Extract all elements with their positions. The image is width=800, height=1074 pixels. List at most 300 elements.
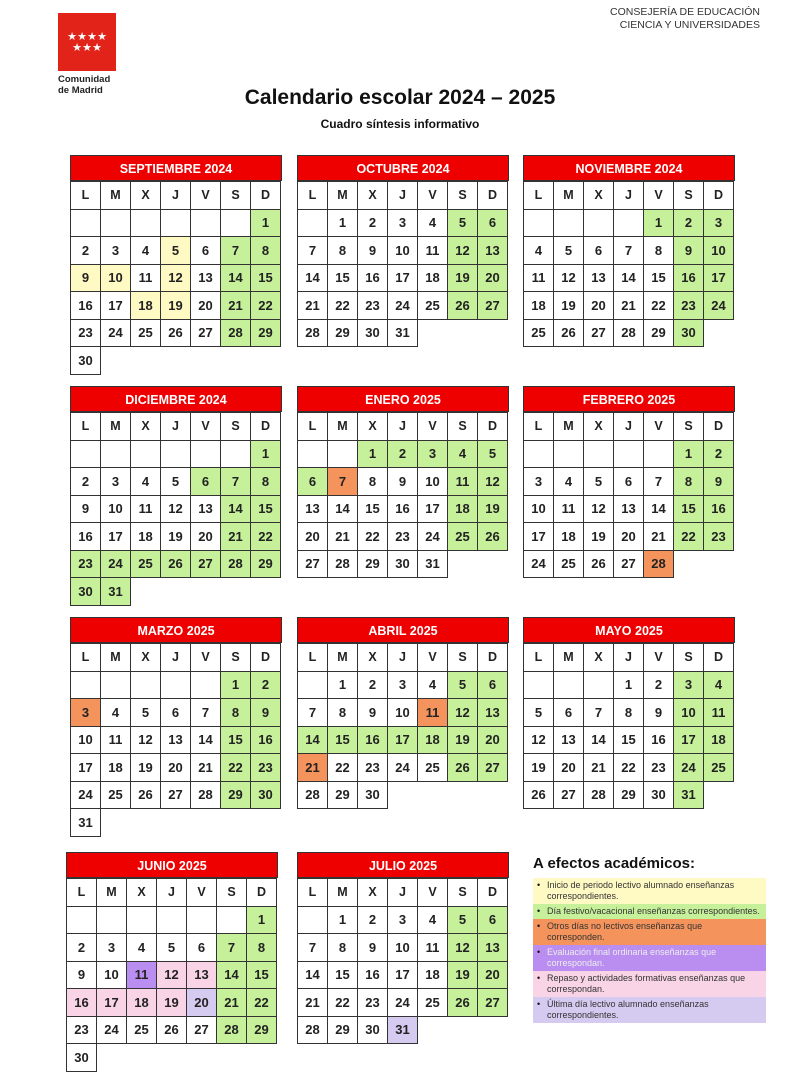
day-cell: 23 xyxy=(643,753,674,782)
day-cell: 7 xyxy=(190,698,221,727)
day-cell: 12 xyxy=(160,495,191,524)
weekday-header: M xyxy=(327,181,358,210)
weekday-header: S xyxy=(447,181,478,210)
day-cell: 1 xyxy=(327,906,358,935)
legend-title: A efectos académicos: xyxy=(533,855,696,872)
empty-day-cell xyxy=(190,209,221,238)
day-cell: 27 xyxy=(190,319,221,348)
day-cell-festivo: 21 xyxy=(216,988,247,1017)
day-cell: 23 xyxy=(357,753,388,782)
empty-day-cell xyxy=(156,906,187,935)
day-cell: 29 xyxy=(613,781,644,810)
day-cell-repaso: 18 xyxy=(126,988,157,1017)
day-cell: 27 xyxy=(160,781,191,810)
empty-day-cell xyxy=(190,440,221,469)
day-cell-festivo: 14 xyxy=(220,264,251,293)
empty-day-cell xyxy=(100,440,131,469)
day-cell: 26 xyxy=(583,550,614,579)
day-cell: 24 xyxy=(417,522,448,551)
day-cell: 25 xyxy=(100,781,131,810)
day-cell-festivo: 6 xyxy=(190,467,221,496)
day-cell-festivo: 5 xyxy=(447,209,478,238)
day-cell-no_lectivo: 3 xyxy=(70,698,101,727)
day-cell: 24 xyxy=(387,753,418,782)
day-cell: 16 xyxy=(387,495,418,524)
weekday-header: M xyxy=(100,181,131,210)
weekday-header: V xyxy=(190,643,221,672)
day-cell-festivo: 22 xyxy=(673,522,704,551)
day-cell-festivo: 8 xyxy=(220,698,251,727)
day-cell-ultimo: 20 xyxy=(186,988,217,1017)
day-cell: 22 xyxy=(327,753,358,782)
month-grid xyxy=(66,878,278,1071)
day-cell: 4 xyxy=(130,467,161,496)
day-cell: 3 xyxy=(523,467,554,496)
day-cell-festivo: 21 xyxy=(220,291,251,320)
day-cell: 26 xyxy=(156,1016,187,1045)
day-cell-festivo: 17 xyxy=(673,726,704,755)
weekday-header: D xyxy=(477,878,508,907)
weekday-header: L xyxy=(297,878,328,907)
day-cell: 23 xyxy=(70,319,101,348)
day-cell-festivo: 4 xyxy=(703,671,734,700)
weekday-header: J xyxy=(160,181,191,210)
day-cell: 25 xyxy=(523,319,554,348)
empty-day-cell xyxy=(70,440,101,469)
day-cell: 7 xyxy=(297,933,328,962)
legend-item-no_lectivo: • Otros días no lectivos enseñanzas que corresponden. xyxy=(533,919,766,945)
day-cell: 7 xyxy=(613,236,644,265)
day-cell: 28 xyxy=(583,781,614,810)
department-line-2: CIENCIA Y UNIVERSIDADES xyxy=(619,19,760,31)
day-cell-festivo: 25 xyxy=(130,550,161,579)
day-cell-festivo: 5 xyxy=(447,906,478,935)
empty-day-cell xyxy=(523,671,554,700)
weekday-header: V xyxy=(417,181,448,210)
day-cell-festivo: 28 xyxy=(220,319,251,348)
day-cell: 19 xyxy=(160,522,191,551)
weekday-header: S xyxy=(447,878,478,907)
day-cell: 3 xyxy=(100,236,131,265)
empty-day-cell xyxy=(126,906,157,935)
empty-day-cell xyxy=(583,440,614,469)
day-cell: 5 xyxy=(553,236,584,265)
day-cell: 2 xyxy=(357,209,388,238)
day-cell: 31 xyxy=(70,808,101,837)
day-cell-festivo: 2 xyxy=(673,209,704,238)
page-title: Calendario escolar 2024 – 2025 xyxy=(244,86,556,109)
day-cell-festivo: 29 xyxy=(250,319,281,348)
weekday-header: D xyxy=(703,643,734,672)
weekday-header: X xyxy=(357,643,388,672)
day-cell: 8 xyxy=(327,236,358,265)
day-cell-festivo: 9 xyxy=(673,236,704,265)
weekday-header: D xyxy=(477,181,508,210)
empty-day-cell xyxy=(583,209,614,238)
day-cell-festivo: 23 xyxy=(703,522,734,551)
day-cell: 17 xyxy=(100,291,131,320)
month-grid xyxy=(523,181,735,346)
day-cell: 18 xyxy=(130,522,161,551)
day-cell: 28 xyxy=(190,781,221,810)
day-cell-festivo: 22 xyxy=(220,753,251,782)
day-cell: 24 xyxy=(387,988,418,1017)
day-cell: 26 xyxy=(523,781,554,810)
day-cell: 16 xyxy=(70,291,101,320)
day-cell: 4 xyxy=(130,236,161,265)
day-cell: 15 xyxy=(327,961,358,990)
weekday-header: J xyxy=(613,181,644,210)
day-cell-festivo: 1 xyxy=(250,209,281,238)
day-cell-repaso: 17 xyxy=(96,988,127,1017)
day-cell: 3 xyxy=(387,906,418,935)
day-cell-festivo: 24 xyxy=(100,550,131,579)
empty-day-cell xyxy=(66,906,97,935)
day-cell: 25 xyxy=(417,988,448,1017)
weekday-header: L xyxy=(66,878,97,907)
day-cell: 13 xyxy=(297,495,328,524)
day-cell-festivo: 18 xyxy=(447,495,478,524)
day-cell: 21 xyxy=(643,522,674,551)
empty-day-cell xyxy=(186,906,217,935)
day-cell: 5 xyxy=(583,467,614,496)
day-cell-festivo: 13 xyxy=(477,236,508,265)
weekday-header: X xyxy=(583,412,614,441)
empty-day-cell xyxy=(160,671,191,700)
day-cell-festivo: 3 xyxy=(703,209,734,238)
weekday-header: M xyxy=(327,878,358,907)
day-cell: 24 xyxy=(523,550,554,579)
empty-day-cell xyxy=(553,671,584,700)
day-cell-festivo: 18 xyxy=(417,726,448,755)
day-cell-festivo: 23 xyxy=(70,550,101,579)
day-cell-inicio: 18 xyxy=(130,291,161,320)
day-cell-festivo: 2 xyxy=(703,440,734,469)
day-cell-festivo: 6 xyxy=(297,467,328,496)
day-cell-festivo: 30 xyxy=(70,577,101,606)
day-cell: 2 xyxy=(357,906,388,935)
weekday-header: D xyxy=(477,643,508,672)
day-cell: 5 xyxy=(130,698,161,727)
weekday-header: J xyxy=(387,643,418,672)
weekday-header: L xyxy=(523,412,554,441)
day-cell: 14 xyxy=(190,726,221,755)
day-cell-festivo: 11 xyxy=(447,467,478,496)
month-title: ENERO 2025 xyxy=(297,386,509,412)
day-cell-festivo: 15 xyxy=(220,726,251,755)
day-cell-festivo: 13 xyxy=(477,933,508,962)
weekday-header: L xyxy=(297,412,328,441)
svg-text:★: ★ xyxy=(77,31,87,43)
empty-day-cell xyxy=(130,209,161,238)
day-cell-festivo: 29 xyxy=(250,550,281,579)
day-cell: 17 xyxy=(417,495,448,524)
day-cell: 6 xyxy=(186,933,217,962)
day-cell-festivo: 17 xyxy=(703,264,734,293)
month-calendar xyxy=(297,852,509,1043)
day-cell: 22 xyxy=(357,522,388,551)
svg-text:★: ★ xyxy=(67,31,77,43)
weekday-header: J xyxy=(160,643,191,672)
day-cell-festivo: 19 xyxy=(477,495,508,524)
day-cell: 28 xyxy=(297,781,328,810)
month-grid xyxy=(297,878,509,1043)
month-title: DICIEMBRE 2024 xyxy=(70,386,282,412)
logo-line-2: de Madrid xyxy=(58,85,103,96)
day-cell-festivo: 8 xyxy=(250,467,281,496)
empty-day-cell xyxy=(70,209,101,238)
day-cell: 13 xyxy=(553,726,584,755)
day-cell-festivo: 19 xyxy=(447,726,478,755)
day-cell-festivo: 16 xyxy=(673,264,704,293)
day-cell: 4 xyxy=(126,933,157,962)
day-cell: 28 xyxy=(297,319,328,348)
weekday-header: M xyxy=(553,412,584,441)
day-cell-festivo: 12 xyxy=(447,698,478,727)
day-cell: 9 xyxy=(387,467,418,496)
day-cell-festivo: 26 xyxy=(477,522,508,551)
month-calendar xyxy=(66,852,278,1071)
month-grid xyxy=(523,643,735,808)
weekday-header: D xyxy=(250,181,281,210)
day-cell: 23 xyxy=(387,522,418,551)
svg-text:★: ★ xyxy=(82,41,92,53)
day-cell-festivo: 18 xyxy=(703,726,734,755)
weekday-header: D xyxy=(250,412,281,441)
day-cell: 18 xyxy=(553,522,584,551)
day-cell-festivo: 3 xyxy=(417,440,448,469)
day-cell: 25 xyxy=(417,753,448,782)
day-cell: 21 xyxy=(297,988,328,1017)
day-cell-festivo: 6 xyxy=(477,671,508,700)
weekday-header: X xyxy=(130,181,161,210)
day-cell: 12 xyxy=(130,726,161,755)
month-grid xyxy=(70,181,282,374)
day-cell: 27 xyxy=(613,550,644,579)
weekday-header: X xyxy=(130,643,161,672)
day-cell-festivo: 26 xyxy=(160,550,191,579)
day-cell-festivo: 12 xyxy=(447,236,478,265)
day-cell: 29 xyxy=(357,550,388,579)
day-cell: 15 xyxy=(643,264,674,293)
empty-day-cell xyxy=(160,440,191,469)
weekday-header: S xyxy=(447,412,478,441)
weekday-header: S xyxy=(447,643,478,672)
day-cell: 21 xyxy=(297,291,328,320)
day-cell-festivo: 27 xyxy=(190,550,221,579)
day-cell-inicio: 10 xyxy=(100,264,131,293)
month-calendar xyxy=(297,386,509,577)
day-cell: 21 xyxy=(190,753,221,782)
month-calendar xyxy=(70,386,282,605)
day-cell: 20 xyxy=(613,522,644,551)
svg-text:★: ★ xyxy=(92,41,102,53)
day-cell: 3 xyxy=(387,671,418,700)
weekday-header: L xyxy=(70,643,101,672)
day-cell: 11 xyxy=(417,236,448,265)
legend-item-ultimo: • Última día lectivo alumnado enseñanzas correspondientes. xyxy=(533,997,766,1023)
day-cell-festivo: 28 xyxy=(216,1016,247,1045)
day-cell: 17 xyxy=(387,961,418,990)
day-cell: 2 xyxy=(66,933,97,962)
day-cell-festivo: 10 xyxy=(703,236,734,265)
month-title: OCTUBRE 2024 xyxy=(297,155,509,181)
day-cell-festivo: 15 xyxy=(250,264,281,293)
day-cell-festivo: 3 xyxy=(673,671,704,700)
weekday-header: X xyxy=(130,412,161,441)
weekday-header: J xyxy=(613,643,644,672)
weekday-header: X xyxy=(357,878,388,907)
day-cell: 9 xyxy=(70,495,101,524)
legend-item-festivo: • Día festivo/vacacional enseñanzas correspondientes. xyxy=(533,904,766,919)
empty-day-cell xyxy=(523,209,554,238)
day-cell: 4 xyxy=(417,671,448,700)
day-cell: 30 xyxy=(357,319,388,348)
month-calendar xyxy=(70,617,282,836)
weekday-header: S xyxy=(216,878,247,907)
day-cell-festivo: 7 xyxy=(220,236,251,265)
day-cell: 13 xyxy=(160,726,191,755)
day-cell: 5 xyxy=(156,933,187,962)
weekday-header: M xyxy=(553,181,584,210)
day-cell-festivo: 10 xyxy=(673,698,704,727)
month-title: NOVIEMBRE 2024 xyxy=(523,155,735,181)
day-cell-festivo: 13 xyxy=(477,698,508,727)
day-cell-festivo: 14 xyxy=(216,961,247,990)
day-cell: 16 xyxy=(643,726,674,755)
month-title: JUNIO 2025 xyxy=(66,852,278,878)
day-cell: 26 xyxy=(553,319,584,348)
day-cell: 1 xyxy=(327,209,358,238)
day-cell: 22 xyxy=(643,291,674,320)
day-cell: 10 xyxy=(387,698,418,727)
month-title: MARZO 2025 xyxy=(70,617,282,643)
weekday-header: L xyxy=(297,643,328,672)
empty-day-cell xyxy=(297,209,328,238)
month-title: MAYO 2025 xyxy=(523,617,735,643)
weekday-header: J xyxy=(387,878,418,907)
day-cell-festivo: 7 xyxy=(220,467,251,496)
day-cell: 19 xyxy=(553,291,584,320)
day-cell: 17 xyxy=(100,522,131,551)
weekday-header: V xyxy=(643,412,674,441)
weekday-header: S xyxy=(220,643,251,672)
day-cell: 7 xyxy=(297,698,328,727)
day-cell-no_lectivo: 11 xyxy=(417,698,448,727)
day-cell-festivo: 14 xyxy=(297,726,328,755)
day-cell: 9 xyxy=(357,236,388,265)
day-cell: 24 xyxy=(96,1016,127,1045)
weekday-header: X xyxy=(357,412,388,441)
day-cell: 31 xyxy=(417,550,448,579)
day-cell-festivo: 1 xyxy=(357,440,388,469)
day-cell: 8 xyxy=(643,236,674,265)
svg-text:★: ★ xyxy=(97,31,107,43)
day-cell: 21 xyxy=(327,522,358,551)
day-cell: 16 xyxy=(70,522,101,551)
weekday-header: D xyxy=(703,412,734,441)
month-title: ABRIL 2025 xyxy=(297,617,509,643)
day-cell-festivo: 6 xyxy=(477,906,508,935)
day-cell: 8 xyxy=(327,698,358,727)
empty-day-cell xyxy=(130,671,161,700)
day-cell: 3 xyxy=(96,933,127,962)
day-cell-festivo: 30 xyxy=(250,781,281,810)
day-cell: 20 xyxy=(190,522,221,551)
stars-icon xyxy=(58,13,116,71)
weekday-header: V xyxy=(643,643,674,672)
day-cell-festivo: 16 xyxy=(703,495,734,524)
day-cell: 10 xyxy=(387,933,418,962)
day-cell: 11 xyxy=(130,264,161,293)
day-cell: 9 xyxy=(357,933,388,962)
weekday-header: M xyxy=(96,878,127,907)
empty-day-cell xyxy=(100,209,131,238)
empty-day-cell xyxy=(70,671,101,700)
day-cell-ultimo: 31 xyxy=(387,1016,418,1045)
day-cell-festivo: 8 xyxy=(250,236,281,265)
day-cell: 2 xyxy=(357,671,388,700)
day-cell-festivo: 27 xyxy=(477,753,508,782)
day-cell: 4 xyxy=(553,467,584,496)
day-cell: 14 xyxy=(297,961,328,990)
day-cell-festivo: 9 xyxy=(250,698,281,727)
day-cell-festivo: 22 xyxy=(250,522,281,551)
day-cell: 25 xyxy=(553,550,584,579)
day-cell: 2 xyxy=(70,467,101,496)
day-cell-festivo: 25 xyxy=(447,522,478,551)
month-grid xyxy=(297,412,509,577)
day-cell: 11 xyxy=(417,933,448,962)
day-cell: 30 xyxy=(387,550,418,579)
day-cell: 9 xyxy=(66,961,97,990)
day-cell: 11 xyxy=(553,495,584,524)
day-cell: 18 xyxy=(100,753,131,782)
day-cell: 10 xyxy=(523,495,554,524)
empty-day-cell xyxy=(327,440,358,469)
empty-day-cell xyxy=(216,906,247,935)
empty-day-cell xyxy=(643,440,674,469)
legend-item-repaso: • Repaso y actividades formativas enseñanzas que correspondan. xyxy=(533,971,766,997)
svg-text:★: ★ xyxy=(87,31,97,43)
day-cell-festivo: 9 xyxy=(703,467,734,496)
day-cell-festivo: 8 xyxy=(246,933,277,962)
day-cell: 20 xyxy=(190,291,221,320)
day-cell: 7 xyxy=(643,467,674,496)
day-cell-festivo: 25 xyxy=(703,753,734,782)
logo-line-1: Comunidad xyxy=(58,74,111,85)
day-cell: 8 xyxy=(613,698,644,727)
day-cell: 14 xyxy=(613,264,644,293)
weekday-header: L xyxy=(523,181,554,210)
weekday-header: L xyxy=(70,412,101,441)
day-cell: 15 xyxy=(357,495,388,524)
day-cell: 3 xyxy=(387,209,418,238)
empty-day-cell xyxy=(130,440,161,469)
weekday-header: V xyxy=(417,878,448,907)
day-cell: 7 xyxy=(583,698,614,727)
day-cell: 11 xyxy=(100,726,131,755)
empty-day-cell xyxy=(190,671,221,700)
day-cell: 22 xyxy=(613,753,644,782)
day-cell-festivo: 26 xyxy=(447,291,478,320)
day-cell-festivo: 27 xyxy=(477,988,508,1017)
day-cell: 27 xyxy=(553,781,584,810)
day-cell: 16 xyxy=(357,264,388,293)
month-grid xyxy=(297,181,509,346)
day-cell-festivo: 14 xyxy=(220,495,251,524)
day-cell: 4 xyxy=(417,906,448,935)
